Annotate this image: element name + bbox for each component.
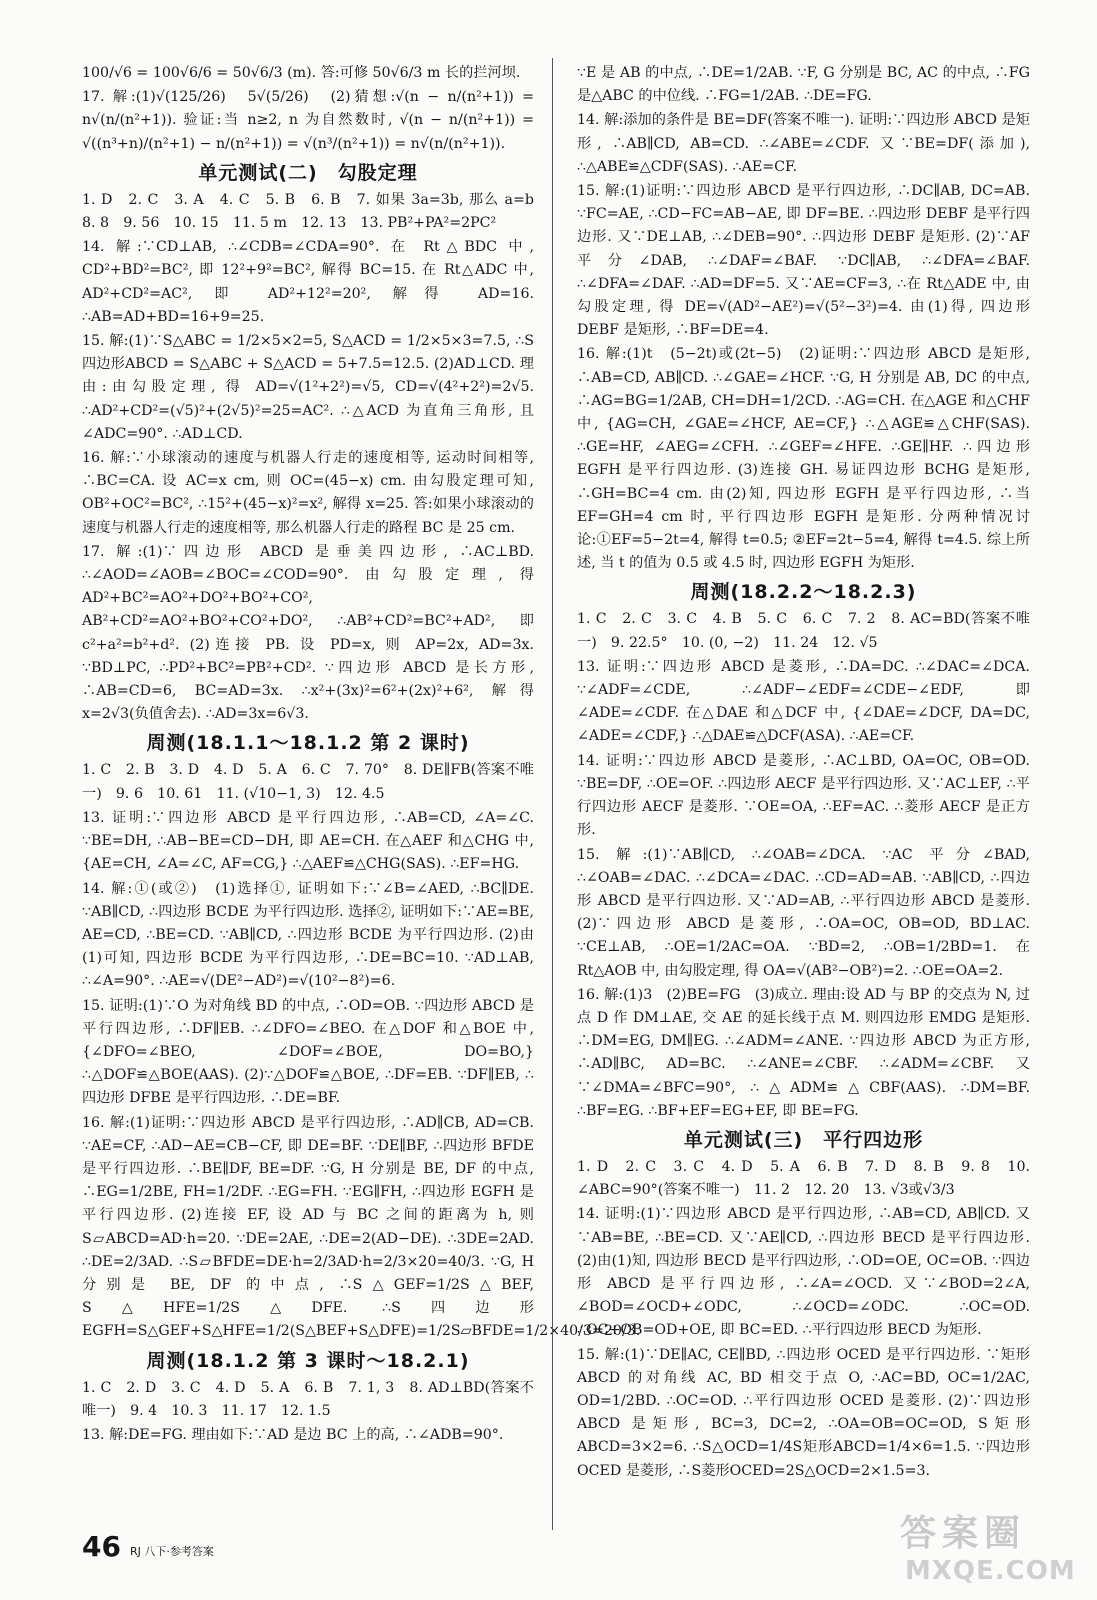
section-heading: 周测(18.1.2 第 3 课时～18.2.1)	[146, 1349, 470, 1372]
answer-paragraph: 16. 解:∵小球滚动的速度与机器人行走的速度相等, 运动时间相等, ∴BC=CA. 设 AC=x cm, 则 OC=(45−x) cm. 由勾股定理可知, OB²+OC²=BC², ∴15²+(45−x)²=x², 解得 x=25. 答:如果小球滚动的速度与机器人行走的速度相等, 那么机器人行走的路程 BC 是 25 cm.	[82, 450, 534, 536]
section-heading: 周测(18.1.1～18.1.2 第 2 课时)	[146, 732, 470, 755]
answer-paragraph: 16. 解:(1)3 (2)BE=FG (3)成立. 理由:设 AD 与 BP 的交点为 N, 过点 D 作 DM⊥AE, 交 AE 的延长线于点 M. 则四边形 EMDG 是矩形. ∴DM=EG, DM∥EG. ∴∠ADM=∠ANE. ∵四边形 ABCD 为正方形, ∴AD∥BC, AD=BC. ∴∠ANE=∠CBF. ∴∠ADM=∠CBF. 又∵∠DMA=∠BFC=90°, ∴△ADM≌△CBF(AAS). ∴DM=BF. ∴BF=EG. ∴BF+EF=EG+EF, 即 BE=FG.	[577, 986, 1030, 1119]
answer-paragraph: 13. 证明:∵四边形 ABCD 是平行四边形, ∴AB=CD, ∠A=∠C. ∵BE=DH, ∴AB−BE=CD−DH, 即 AE=CH. 在△AEF 和△CHG 中, {AE=CH, ∠A=∠C, AF=CG,} ∴△AEF≌△CHG(SAS). ∴EF=HG.	[82, 809, 534, 873]
answer-paragraph: ∵E 是 AB 的中点, ∴DE=1/2AB. ∵F, G 分别是 BC, AC 的中点, ∴FG 是△ABC 的中位线. ∴FG=1/2AB. ∴DE=FG.	[577, 65, 1030, 105]
answer-paragraph: 14. 解:①(或②) (1)选择①, 证明如下:∵∠B=∠AED, ∴BC∥DE. ∵AB∥CD, ∴四边形 BCDE 为平行四边形. 选择②, 证明如下:∵AE=BE, AE=CD, ∴BE=CD. ∵AB∥CD, ∴四边形 BCDE 为平行四边形. (2)由(1)可知, 四边形 BCDE 为平行四边形, ∴DE=BC=10. ∵AD⊥AB, ∴∠A=90°. ∴AE=√(DE²−AD²)=√(10²−8²)=6.	[82, 880, 534, 990]
section-heading: 单元测试(三) 平行四边形	[683, 1128, 924, 1151]
watermark-logo: 答案圈	[900, 1513, 1027, 1554]
answer-paragraph: 16. 解:(1)t (5−2t)或(2t−5) (2)证明:∵四边形 ABCD 是矩形, ∴AB=CD, AB∥CD. ∴∠GAE=∠HCF. ∵G, H 分别是 AB, DC 的中点, ∴AG=BG=1/2AB, CH=DH=1/2CD. ∴AG=CH. 在△AGE 和△CHF 中, {AG=CH, ∠GAE=∠HCF, AE=CF,} ∴△AGE≌△CHF(SAS). ∴GE=HF, ∠AEG=∠CFH. ∴∠GEF=∠HFE. ∴GE∥HF. ∴四边形 EGFH 是平行四边形. (3)连接 GH. 易证四边形 BCHG 是矩形, ∴GH=BC=4 cm. 由(2)知, 四边形 EGFH 是平行四边形, ∴当 EF=GH=4 cm 时, 平行四边形 EGFH 是矩形. 分两种情况讨论:①EF=5−2t=4, 解得 t=0.5; ②EF=2t−5=4, 解得 t=4.5. 综上所述, 当 t 的值为 0.5 或 4.5 时, 四边形 EGFH 为矩形.	[577, 346, 1030, 572]
answer-paragraph: 100/√6 = 100√6/6 = 50√6/3 (m). 答:可修 50√6/3 m 长的拦河坝.	[82, 65, 521, 81]
section-heading: 周测(18.2.2～18.2.3)	[690, 581, 917, 604]
watermark-url: MXQE.COM	[905, 1556, 1076, 1586]
answer-paragraph: 1. C 2. C 3. C 4. B 5. C 6. C 7. 2 8. AC=BD(答案不唯一) 9. 22.5° 10. (0, −2) 11. 24 12. √5	[577, 611, 1030, 651]
answer-paragraph: 13. 证明:∵四边形 ABCD 是菱形, ∴DA=DC. ∴∠DAC=∠DCA. ∵∠ADF=∠CDE, ∴∠ADF−∠EDF=∠CDE−∠EDF, 即∠ADE=∠CDF. 在△DAE 和△DCF 中, {∠DAE=∠DCF, DA=DC, ∠ADE=∠CDF,} ∴△DAE≌△DCF(ASA). ∴AE=CF.	[577, 658, 1030, 745]
answer-paragraph: 1. C 2. D 3. C 4. D 5. A 6. B 7. 1, 3 8. AD⊥BD(答案不唯一) 9. 4 10. 3 11. 17 12. 1.5	[82, 1379, 534, 1419]
answer-paragraph: 14. 证明:(1)∵四边形 ABCD 是平行四边形, ∴AB=CD, AB∥CD. 又∵AB=BE, ∴BE=CD. 又∵AE∥CD, ∴四边形 BECD 是平行四边形. (2)由(1)知, 四边形 BECD 是平行四边形, ∴OD=OE, OC=OB. ∵四边形 ABCD 是平行四边形, ∴∠A=∠OCD. 又∵∠BOD=2∠A, ∠BOD=∠OCD+∠ODC, ∴∠OCD=∠ODC. ∴OC=OD. ∴OC+OB=OD+OE, 即 BC=ED. ∴平行四边形 BECD 为矩形.	[577, 1206, 1030, 1339]
answer-paragraph: 16. 解:(1)证明:∵四边形 ABCD 是平行四边形, ∴AD∥CB, AD=CB. ∵AE=CF, ∴AD−AE=CB−CF, 即 DE=BF. ∵DE∥BF, ∴四边形 BFDE 是平行四边形. ∴BE∥DF, BE=DF. ∵G, H 分别是 BE, DF 的中点, ∴EG=1/2BE, FH=1/2DF. ∴EG=FH. ∵EG∥FH, ∴四边形 EGFH 是平行四边形. (2)连接 EF, 设 AD 与 BC 之间的距离为 h, 则 S▱ABCD=AD·h=20. ∵DE=2AE, ∴DE=2(AD−DE). ∴3DE=2AD. ∴DE=2/3AD. ∴S▱BFDE=DE·h=2/3AD·h=2/3×20=40/3. ∵G, H 分别是 BE, DF 的中点, ∴S△GEF=1/2S△BEF, S△HFE=1/2S△DFE. ∴S四边形EGFH=S△GEF+S△HFE=1/2(S△BEF+S△DFE)=1/2S▱BFDE=1/2×40/3=20/3.	[82, 1114, 641, 1340]
book-label: RJ 八下·参考答案	[130, 1545, 214, 1558]
answer-paragraph: 13. 解:DE=FG. 理由如下:∵AD 是边 BC 上的高, ∴∠ADB=90°.	[82, 1426, 504, 1443]
answer-paragraph: 15. 解:(1)∵AB∥CD, ∴∠OAB=∠DCA. ∵AC 平分∠BAD, ∴∠OAB=∠DAC. ∴∠DCA=∠DAC. ∴CD=AD=AB. ∵AB∥CD, ∴四边形 ABCD 是平行四边形. 又∵AD=AB, ∴平行四边形 ABCD 是菱形. (2)∵四边形 ABCD 是菱形, ∴OA=OC, OB=OD, BD⊥AC. ∵CE⊥AB, ∴OE=1/2AC=OA. ∵BD=2, ∴OB=1/2BD=1. 在 Rt△AOB 中, 由勾股定理, 得 OA=√(AB²−OB²)=2. ∴OE=OA=2.	[577, 846, 1030, 979]
answer-paragraph: 15. 证明:(1)∵O 为对角线 BD 的中点, ∴OD=OB. ∵四边形 ABCD 是平行四边形, ∴DF∥EB. ∴∠DFO=∠BEO. 在△DOF 和△BOE 中, {∠DFO=∠BEO, ∠DOF=∠BOE, DO=BO,} ∴△DOF≌△BOE(AAS). (2)∵△DOF≌△BOE, ∴DF=EB. ∵DF∥EB, ∴四边形 DFBE 是平行四边形. ∴DE=BF.	[82, 997, 534, 1107]
page-number: 46	[82, 1530, 121, 1563]
answer-paragraph: 17. 解:(1)√(125/26) 5√(5/26) (2)猜想:√(n − n/(n²+1)) = n√(n/(n²+1)). 验证:当 n≥2, n 为自然数时, √(n − n/(n²+1)) = √((n³+n)/(n²+1) − n/(n²+1)) = √(n³/(n²+1)) = n√(n/(n²+1)).	[82, 89, 534, 152]
answer-column-left	[82, 62, 641, 1522]
answer-paragraph: 15. 解:(1)∵S△ABC = 1/2×5×2=5, S△ACD = 1/2×5×3=7.5, ∴S四边形ABCD = S△ABC + S△ACD = 5+7.5=12.5. (2)AD⊥CD. 理由:由勾股定理, 得 AD=√(1²+2²)=√5, CD=√(4²+2²)=2√5. ∴AD²+CD²=(√5)²+(2√5)²=25=AC². ∴△ACD 为直角三角形, 且∠ADC=90°. ∴AD⊥CD.	[82, 333, 534, 442]
section-heading: 单元测试(二) 勾股定理	[198, 161, 418, 184]
answer-paragraph: 14. 证明:∵四边形 ABCD 是菱形, ∴AC⊥BD, OA=OC, OB=OD. ∵BE=DF, ∴OE=OF. ∴四边形 AECF 是平行四边形. 又∵AC⊥EF, ∴平行四边形 AECF 是菱形. ∵OE=OA, ∴EF=AC. ∴菱形 AECF 是正方形.	[577, 752, 1030, 839]
answer-paragraph: 17. 解:(1)∵四边形 ABCD 是垂美四边形, ∴AC⊥BD. ∴∠AOD=∠AOB=∠BOC=∠COD=90°. 由勾股定理, 得 AD²+BC²=AO²+DO²+BO²+CO², AB²+CD²=AO²+BO²+CO²+DO², ∴AB²+CD²=BC²+AD², 即 c²+a²=b²+d². (2)连接 PB. 设 PD=x, 则 AP=2x, AD=3x. ∵BD⊥PC, ∴PD²+BC²=PB²+CD². ∵四边形 ABCD 是长方形, ∴AB=CD=6, BC=AD=3x. ∴x²+(3x)²=6²+(2x)²+6², 解得 x=2√3(负值舍去). ∴AD=3x=6√3.	[82, 543, 534, 723]
answer-paragraph: 1. C 2. B 3. D 4. D 5. A 6. C 7. 70° 8. DE∥FB(答案不唯一) 9. 6 10. 61 11. (√10−1, 3) 12. 4.5	[82, 762, 534, 802]
answer-paragraph: 14. 解:添加的条件是 BE=DF(答案不唯一). 证明:∵四边形 ABCD 是矩形, ∴AB∥CD, AB=CD. ∴∠ABE=∠CDF. 又∵BE=DF(添加), ∴△ABE≌△CDF(SAS). ∴AE=CF.	[577, 112, 1030, 175]
answer-paragraph: 15. 解:(1)证明:∵四边形 ABCD 是平行四边形, ∴DC∥AB, DC=AB. ∵FC=AE, ∴CD−FC=AB−AE, 即 DF=BE. ∴四边形 DEBF 是平行四边形. 又∵DE⊥AB, ∴∠DEB=90°. ∴四边形 DEBF 是矩形. (2)∵AF 平分∠DAB, ∴∠DAF=∠BAF. ∵DC∥AB, ∴∠DFA=∠BAF. ∴∠DFA=∠DAF. ∴AD=DF=5. 又∵AE=CF=3, ∴在 Rt△ADE 中, 由勾股定理, 得 DE=√(AD²−AE²)=√(5²−3²)=4. 由(1)得, 四边形 DEBF 是矩形, ∴BF=DE=4.	[577, 183, 1030, 339]
answer-paragraph: 1. D 2. C 3. A 4. C 5. B 6. B 7. 如果 3a=3b, 那么 a=b 8. 8 9. 56 10. 15 11. 5 m 12. 13 13. PB²+PA²=2PC²	[82, 191, 549, 232]
answer-paragraph: 14. 解:∵CD⊥AB, ∴∠CDB=∠CDA=90°. 在 Rt△BDC 中, CD²+BD²=BC², 即 12²+9²=BC², 解得 BC=15. 在 Rt△ADC 中, AD²+CD²=AC², 即 AD²+12²=20², 解得 AD=16. ∴AB=AD+BD=16+9=25.	[82, 239, 534, 325]
column-divider	[552, 58, 553, 1530]
answer-column-right	[577, 62, 1030, 1522]
answer-paragraph: 15. 解:(1)∵DE∥AC, CE∥BD, ∴四边形 OCED 是平行四边形. ∵矩形 ABCD 的对角线 AC, BD 相交于点 O, ∴AC=BD, OC=1/2AC, OD=1/2BD. ∴OC=OD. ∴平行四边形 OCED 是菱形. (2)∵四边形 ABCD 是矩形, BC=3, DC=2, ∴OA=OB=OC=OD, S矩形ABCD=3×2=6. ∴S△OCD=1/4S矩形ABCD=1/4×6=1.5. ∵四边形 OCED 是菱形, ∴S菱形OCED=2S△OCD=2×1.5=3.	[577, 1346, 1030, 1479]
answer-paragraph: 1. D 2. C 3. C 4. D 5. A 6. B 7. D 8. B 9. 8 10. ∠ABC=90°(答案不唯一) 11. 2 12. 20 13. √3或√3/3	[577, 1158, 1030, 1199]
